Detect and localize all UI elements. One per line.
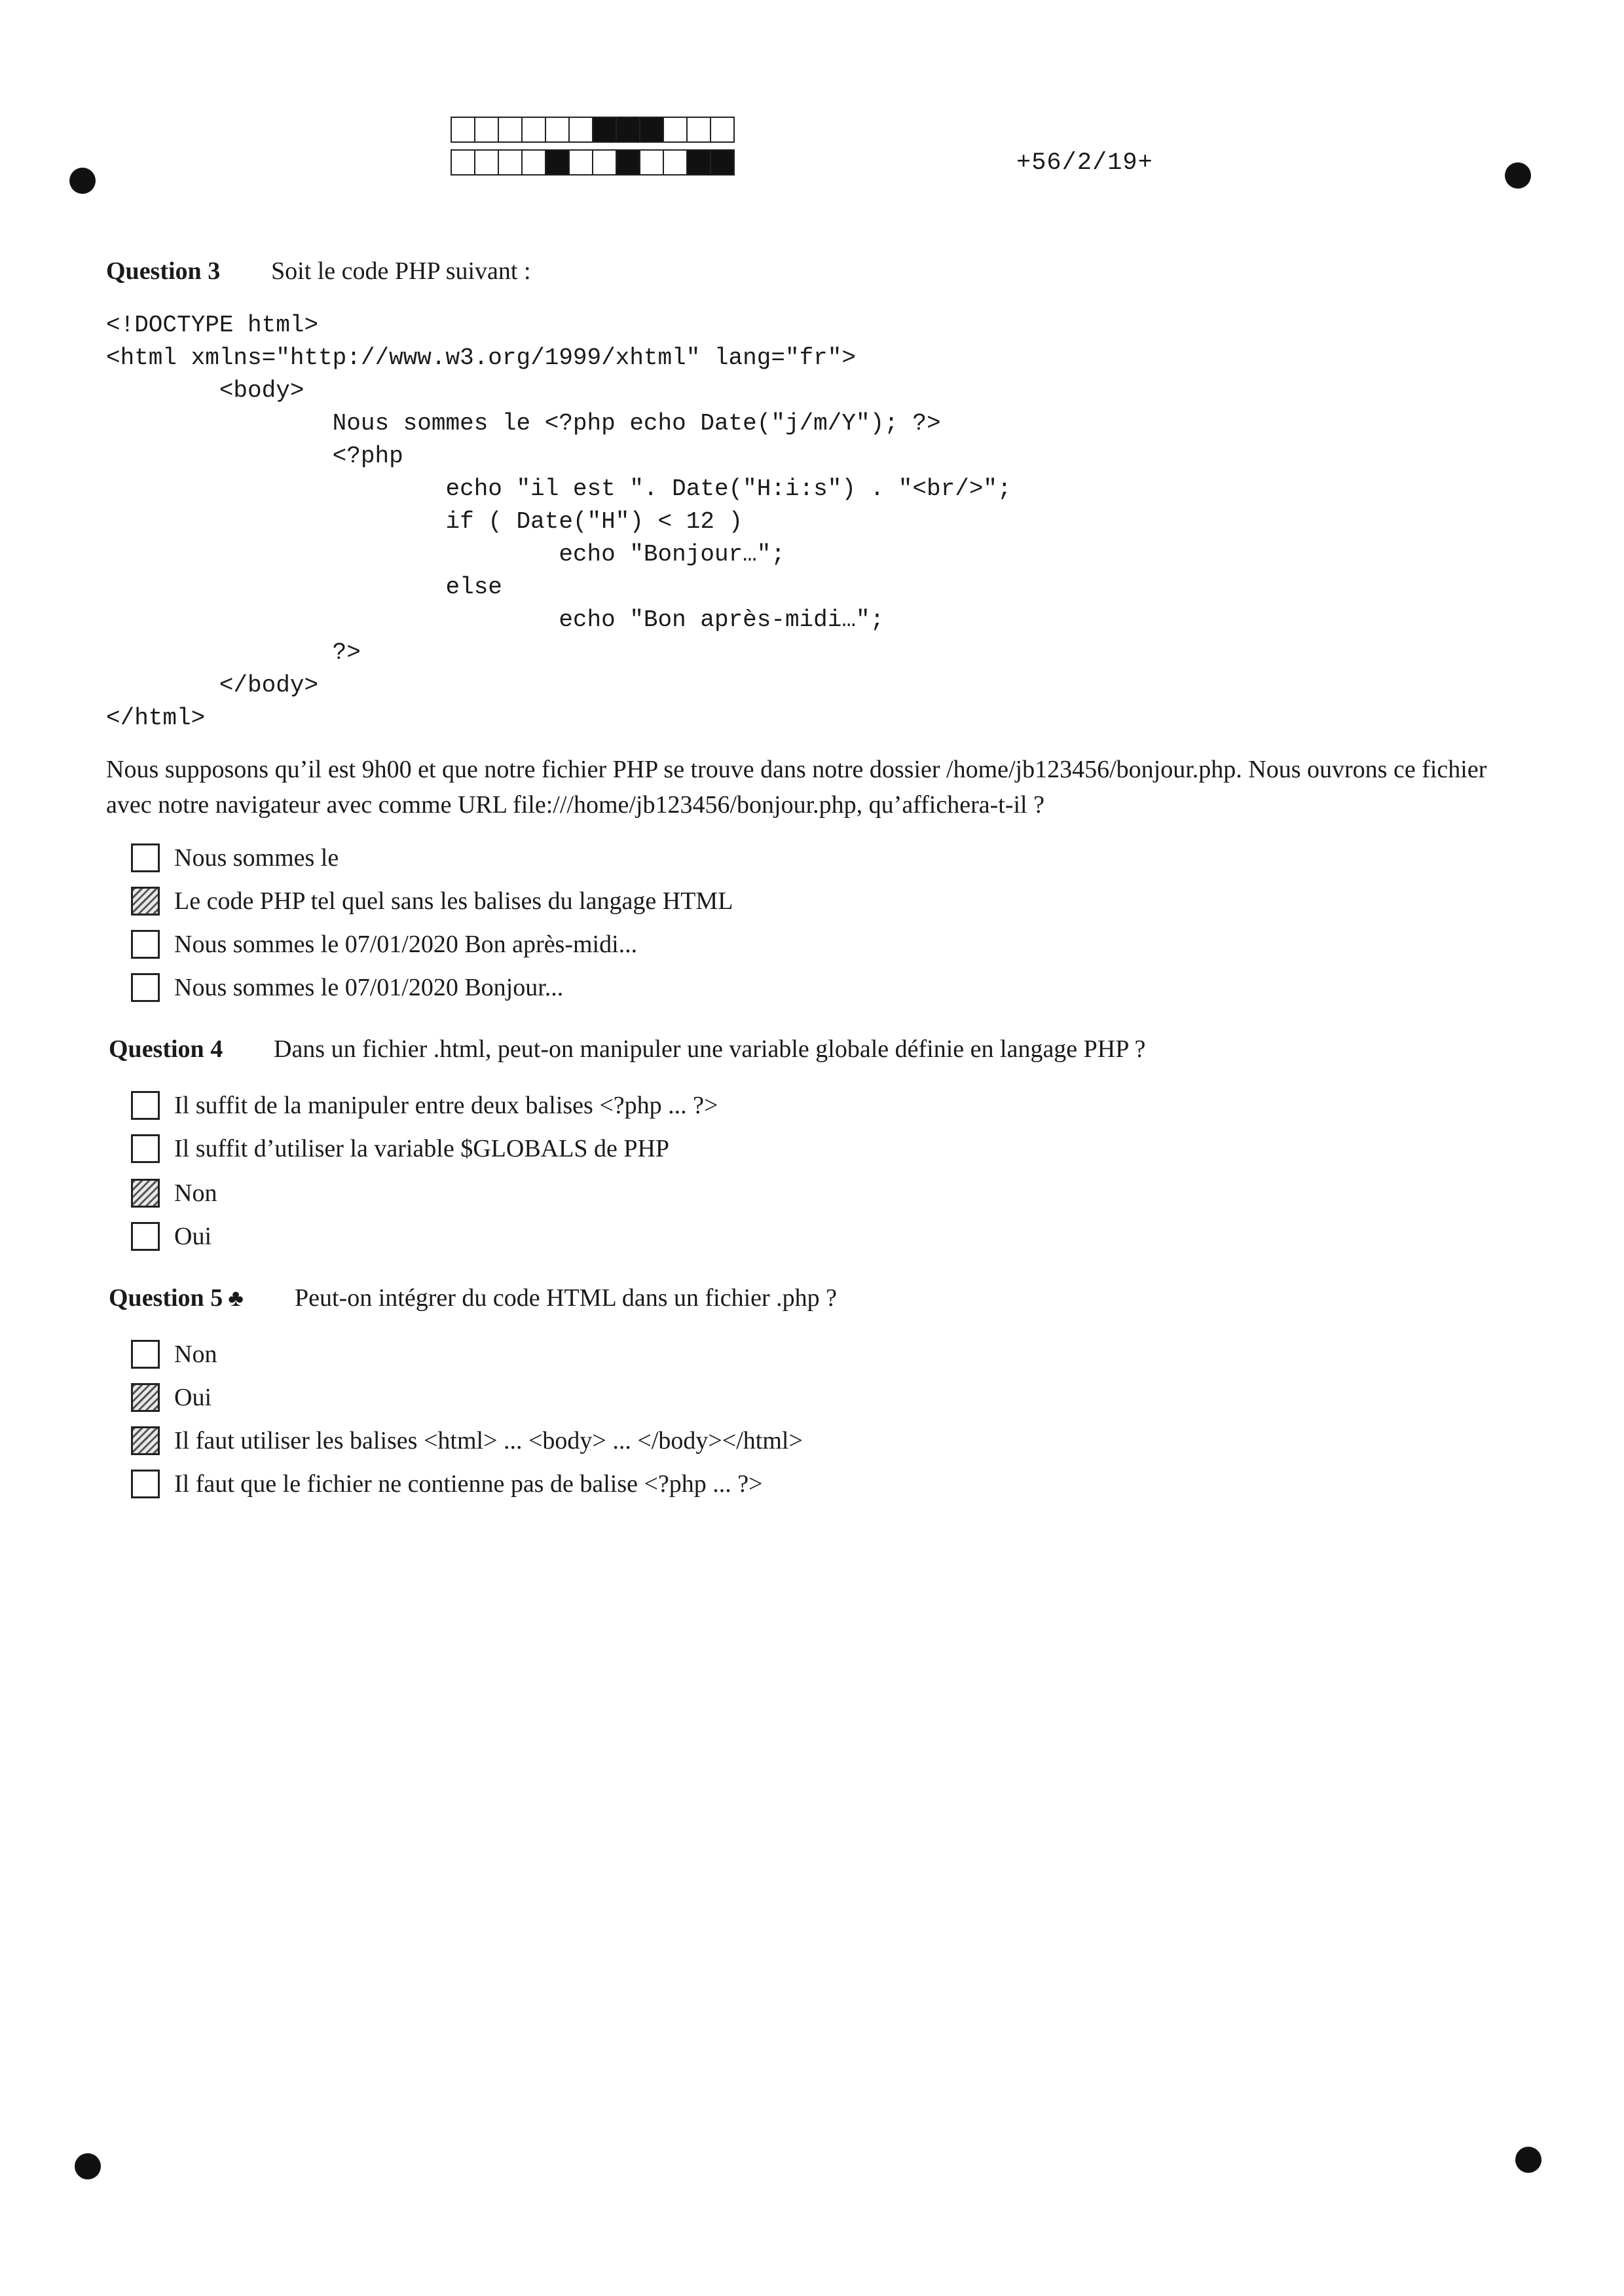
- question-4-answer-3[interactable]: [131, 1175, 217, 1212]
- barcode-cell: [639, 117, 664, 143]
- question-3-label: Question 3: [106, 257, 221, 285]
- question-4-text: Dans un fichier .html, peut-on manipuler une variable globale définie en langage PHP ?: [274, 1035, 1146, 1063]
- barcode-cell: [592, 149, 617, 176]
- question-4-answer-4[interactable]: [131, 1218, 212, 1255]
- corner-mark-bottom-left: [75, 2153, 101, 2179]
- barcode-row-top: [451, 117, 733, 143]
- barcode-cell: [545, 117, 570, 143]
- answer-label: Nous sommes le 07/01/2020 Bonjour...: [174, 974, 564, 1001]
- answer-label: Oui: [174, 1223, 212, 1250]
- barcode-cell: [616, 117, 640, 143]
- barcode-cell: [521, 149, 546, 176]
- answer-label: Nous sommes le 07/01/2020 Bon après-midi...: [174, 931, 638, 958]
- checkbox[interactable]: [131, 1426, 160, 1455]
- answer-label: Il faut utiliser les balises <html> ... <body> ... </body></html>: [174, 1427, 803, 1454]
- answer-label: Non: [174, 1179, 217, 1207]
- barcode-cell: [451, 117, 475, 143]
- question-4-header: [109, 1035, 223, 1064]
- answer-label: Non: [174, 1341, 217, 1368]
- checkbox[interactable]: [131, 1134, 160, 1163]
- answer-label: Il suffit de la manipuler entre deux balises <?php ... ?>: [174, 1092, 718, 1119]
- barcode-cell: [663, 117, 688, 143]
- answer-label: Il suffit d’utiliser la variable $GLOBALS de PHP: [174, 1135, 670, 1162]
- question-3-answer-1[interactable]: [131, 840, 339, 876]
- answer-label: Oui: [174, 1384, 212, 1411]
- corner-mark-top-right: [1505, 162, 1531, 189]
- barcode-cell: [639, 149, 664, 176]
- answer-label: Nous sommes le: [174, 844, 339, 872]
- barcode-cell: [686, 117, 711, 143]
- barcode-row-bottom: [451, 149, 733, 176]
- checkbox[interactable]: [131, 1383, 160, 1412]
- question-3-text: Soit le code PHP suivant :: [271, 257, 531, 285]
- question-5-answer-4[interactable]: [131, 1466, 763, 1502]
- question-3-paragraph: Nous supposons qu’il est 9h00 et que notre fichier PHP se trouve dans notre dossier /home/jb123456/bonjour.php. Nous ouvrons ce fichier avec notre navigateur avec comme URL file:///home/jb123456/bonjour.php, qu’affichera-t-il ?: [106, 756, 1487, 819]
- barcode-cell: [498, 149, 523, 176]
- corner-mark-bottom-right: [1515, 2147, 1541, 2173]
- question-5-answer-1[interactable]: [131, 1336, 217, 1373]
- barcode-cell: [686, 149, 711, 176]
- answer-label: Il faut que le fichier ne contienne pas de balise <?php ... ?>: [174, 1470, 763, 1498]
- checkbox[interactable]: [131, 930, 160, 959]
- page-id: +56/2/19+: [1016, 149, 1153, 177]
- barcode-cell: [498, 117, 523, 143]
- barcode-cell: [521, 117, 546, 143]
- question-3-answer-4[interactable]: [131, 969, 563, 1006]
- question-3-answer-3[interactable]: [131, 926, 637, 963]
- answer-label: Le code PHP tel quel sans les balises du langage HTML: [174, 887, 733, 915]
- question-4-answer-2[interactable]: [131, 1130, 669, 1167]
- question-3-answer-2[interactable]: [131, 883, 733, 919]
- checkbox[interactable]: [131, 1091, 160, 1120]
- checkbox[interactable]: [131, 973, 160, 1002]
- checkbox[interactable]: [131, 1340, 160, 1369]
- checkbox[interactable]: [131, 1179, 160, 1208]
- question-5-header: [109, 1284, 244, 1312]
- checkbox[interactable]: [131, 843, 160, 872]
- checkbox[interactable]: [131, 887, 160, 916]
- question-4-label: Question 4: [109, 1035, 223, 1063]
- question-5-answer-2[interactable]: [131, 1379, 212, 1416]
- question-5-label: Question 5: [109, 1284, 223, 1312]
- barcode-cell: [474, 149, 499, 176]
- barcode-cell: [616, 149, 640, 176]
- question-4-answer-1[interactable]: [131, 1087, 718, 1124]
- corner-mark-top-left: [69, 168, 96, 194]
- barcode-cell: [592, 117, 617, 143]
- checkbox[interactable]: [131, 1470, 160, 1498]
- barcode-cell: [474, 117, 499, 143]
- checkbox[interactable]: [131, 1222, 160, 1251]
- barcode-cell: [710, 149, 735, 176]
- barcode-cell: [568, 149, 593, 176]
- question-3-header: [106, 257, 220, 286]
- club-icon: ♣: [228, 1285, 244, 1311]
- barcode-cell: [568, 117, 593, 143]
- barcode-cell: [663, 149, 688, 176]
- question-5-answer-3[interactable]: [131, 1422, 803, 1459]
- barcode-cell: [545, 149, 570, 176]
- barcode-cell: [451, 149, 475, 176]
- barcode-cell: [710, 117, 735, 143]
- php-code-block: <!DOCTYPE html> <html xmlns="http://www.w3.org/1999/xhtml" lang="fr"> <body> Nous sommes le <?php echo Date("j/m/Y"); ?> <?php echo "il est ". Date("H:i:s") . "<br/>"; if ( Date("H") < 12 ) echo "Bonjour…"; else echo "Bon après-midi…"; ?> </body> </html>: [106, 312, 1012, 731]
- question-5-text: Peut-on intégrer du code HTML dans un fichier .php ?: [295, 1284, 838, 1312]
